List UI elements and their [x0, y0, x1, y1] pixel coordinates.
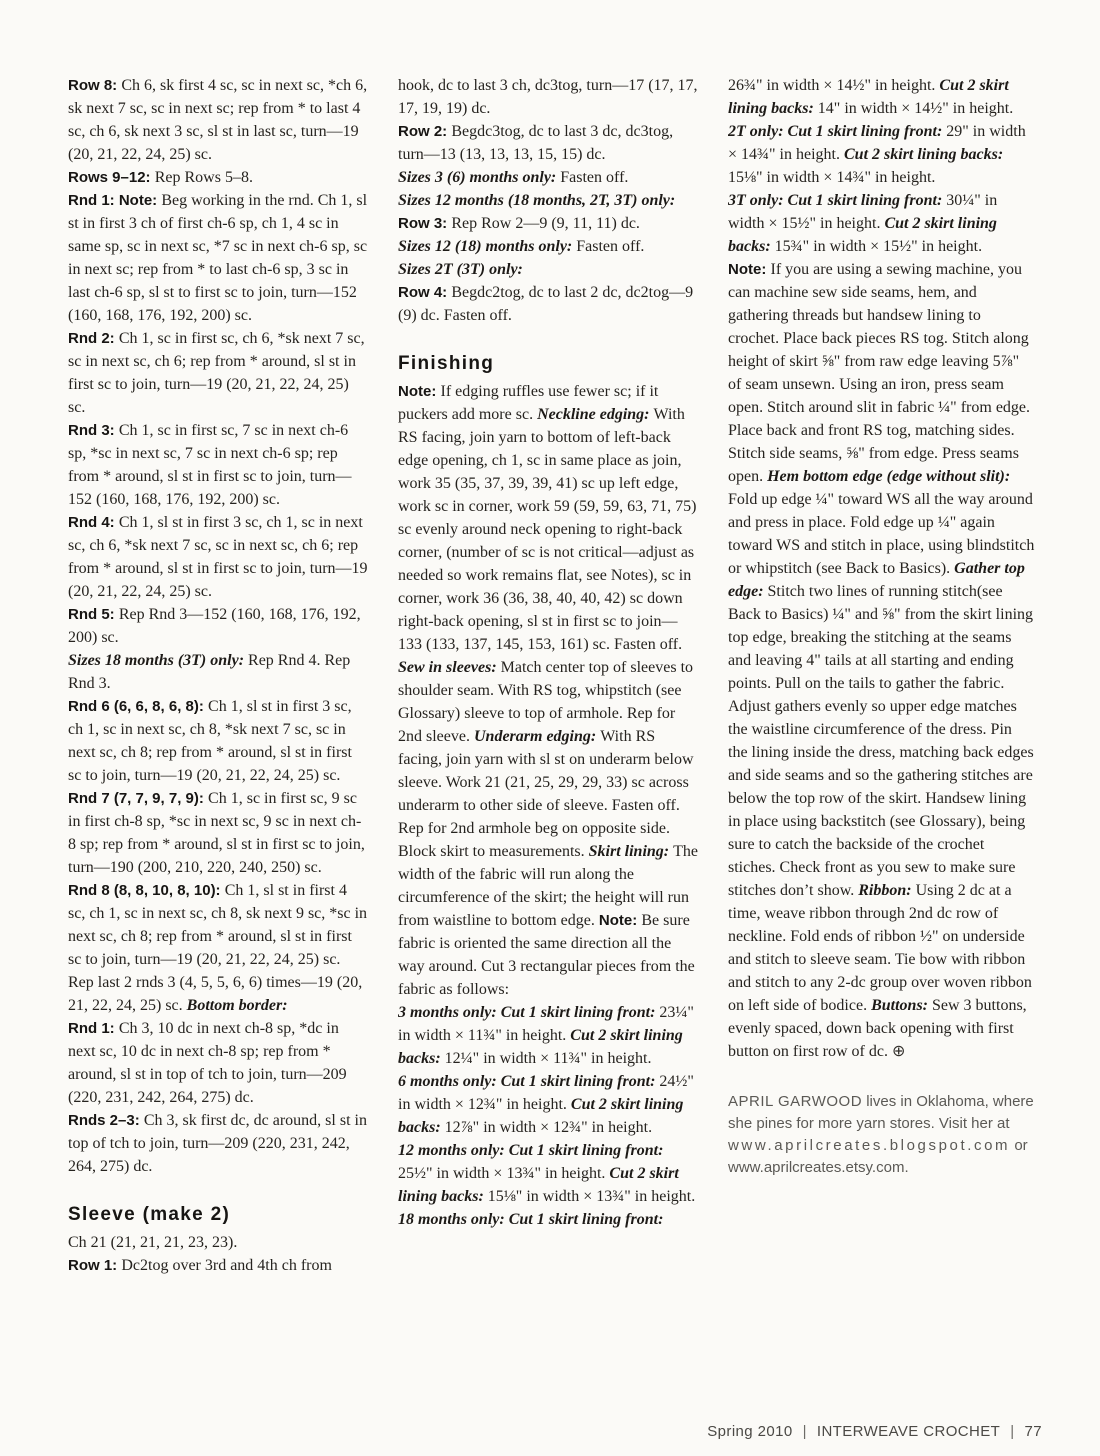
text-run: 15⅛" in width × 13¾" in height.: [487, 1188, 696, 1205]
text-run: Match center top of sleeves to shoulder seam. With RS tog, whipstitch (see Glossary) sleeve to top of armhole. Rep for 2nd sleeve.: [398, 659, 694, 745]
text-run: Rnd 3:: [68, 422, 119, 439]
text-run: www.aprilcreates.blogspot.com: [728, 1137, 1011, 1154]
text-run: Row 2:: [398, 123, 452, 140]
text-run: Rnd 1:: [68, 1020, 119, 1037]
text-run: Cut 2 skirt lining backs:: [728, 77, 1009, 117]
pattern-paragraph: [398, 235, 698, 258]
pattern-paragraph: [728, 74, 1035, 120]
pattern-paragraph: [68, 189, 368, 327]
text-run: Ch 6, sk first 4 sc, sc in next sc, *ch 6, sk next 7 sc, sc in next sc; rep from * to last 4 sc, ch 6, sk next 3 sc, sl st in last sc, turn—19 (20, 21, 22, 24, 25) sc.: [68, 77, 368, 163]
text-run: 18 months only: Cut 1 skirt lining front:: [398, 1211, 664, 1228]
text-run: Sew in sleeves:: [398, 659, 501, 676]
pattern-paragraph: [398, 1001, 698, 1070]
text-run: Using 2 dc at a time, weave ribbon through 2nd dc row of neckline. Fold ends of ribbon ½" on underside and stitch to sleeve seam. Tie bow with ribbon and stitch to any 2-dc group over woven ribbon on left side of bodice.: [728, 882, 1032, 1014]
pattern-paragraph: [68, 971, 368, 1017]
pattern-paragraph: [398, 1208, 698, 1231]
text-run: Underarm edging:: [473, 728, 601, 745]
text-run: ⊕: [891, 1043, 906, 1060]
text-run: Ribbon:: [858, 882, 916, 899]
text-run: Cut 2 skirt lining backs:: [844, 146, 1004, 163]
text-run: Gather top edge:: [728, 560, 1025, 600]
pattern-paragraph: [68, 1109, 368, 1178]
text-run: Ch 21 (21, 21, 21, 23, 23).: [68, 1234, 238, 1251]
column-right: [728, 74, 1035, 1277]
pattern-paragraph: [398, 258, 698, 281]
pattern-paragraph: [68, 603, 368, 649]
text-run: 6 months only: Cut 1 skirt lining front:: [398, 1073, 660, 1090]
text-run: Dc2tog over 3rd and 4th ch from: [121, 1257, 332, 1274]
text-run: Note:: [398, 383, 441, 400]
text-run: Ch 1, sl st in first 3 sc, ch 1, sc in next sc, ch 8, *sk next 7 sc, sc in next sc, ch 8; rep from * around, sl st in first sc to join, turn—19 (20, 21, 22, 24, 25) sc.: [68, 698, 352, 784]
pattern-paragraph: [68, 419, 368, 511]
text-run: or www.aprilcreates.etsy.com.: [728, 1137, 1028, 1176]
text-run: Begdc2tog, dc to last 2 dc, dc2tog—9 (9) dc. Fasten off.: [398, 284, 694, 324]
text-run: lives in Oklahoma, where she pines for more yarn stores. Visit her at: [728, 1093, 1034, 1132]
text-run: Note:: [728, 261, 771, 278]
text-run: Rnd 6 (6, 6, 8, 6, 8):: [68, 698, 209, 715]
footer-separator: |: [1010, 1423, 1015, 1440]
text-run: Buttons:: [871, 997, 932, 1014]
pattern-paragraph: [68, 327, 368, 419]
author-bio: [728, 1091, 1035, 1179]
text-run: 30¼" in width × 15½" in height.: [728, 192, 998, 232]
pattern-paragraph: [398, 74, 698, 120]
text-run: APRIL GARWOOD: [728, 1093, 863, 1110]
pattern-paragraph: [398, 380, 698, 1001]
text-run: 25½" in width × 13¾" in height.: [398, 1165, 610, 1182]
text-run: hook, dc to last 3 ch, dc3tog, turn—17 (17, 17, 17, 19, 19) dc.: [398, 77, 698, 117]
text-run: Ch 1, sl st in first 3 sc, ch 1, sc in next sc, ch 6, *sk next 7 sc, sc in next sc, ch 6; rep from * around, sl st in first sc to join, turn—19 (20, 21, 22, 24, 25) sc.: [68, 514, 368, 600]
footer-page-number: 77: [1024, 1423, 1042, 1440]
text-run: Stitch two lines of running stitch(see Back to Basics) ¼" and ⅝" from the skirt lining top edge, breaking the stitching at the seams and leaving 4" tails at all starting and ending points. Pull on the tails to gather the fabric. Adjust gathers evenly so upper edge matches the waistline circumference of the dress. Pin the lining inside the dress, matching back edges and side seams and so the gathering stitches are below the top row of the skirt. Handsew lining in place using backstitch (see Glossary), being sure to catch the backside of the crochet stiches. Check front as you sew to make sure stitches don’t show.: [728, 583, 1034, 899]
text-run: Rnd 2:: [68, 330, 119, 347]
text-run: Cut 2 skirt lining backs:: [398, 1165, 679, 1205]
text-run: Sizes 3 (6) months only:: [398, 169, 561, 186]
text-run: Note:: [598, 912, 642, 929]
footer-issue: Spring 2010: [707, 1423, 793, 1440]
text-run: Fasten off.: [560, 169, 629, 186]
text-run: Fasten off.: [576, 238, 645, 255]
text-run: 29" in width × 14¾" in height.: [728, 123, 1026, 163]
text-run: Rnd 1: Note:: [68, 192, 162, 209]
text-run: Sizes 12 (18) months only:: [398, 238, 577, 255]
text-run: The width of the fabric will run along the circumference of the skirt; the height will run from waistline to bottom edge.: [398, 843, 698, 929]
text-run: With RS facing, join yarn to bottom of left-back edge opening, ch 1, sc in same place as join, work 35 (35, 37, 39, 39, 41) sc up left edge, work sc in corner, work 59 (59, 59, 63, 71, 75) sc evenly around neck opening to right-back corner, (number of sc is not critical—adjust as needed so work remains flat, see Notes), sc in corner, work 36 (36, 38, 40, 40, 42) sc down right-back opening, sl st in first sc to join—133 (133, 137, 145, 153, 161) sc. Fasten off.: [398, 406, 697, 653]
text-run: Rep last 2 rnds 3 (4, 5, 5, 6, 6) times—19 (20, 21, 22, 24, 25) sc.: [68, 974, 363, 1014]
text-run: Row 1:: [68, 1257, 122, 1274]
pattern-paragraph: [68, 695, 368, 787]
text-run: Rep Rnd 4. Rep Rnd 3.: [68, 652, 351, 692]
pattern-paragraph: [398, 120, 698, 166]
text-run: Ch 3, sk first dc, dc around, sl st in top of tch to join, turn—209 (220, 231, 242, 264, 275) dc.: [68, 1112, 367, 1175]
text-columns: [68, 74, 1035, 1277]
text-run: 12¼" in width × 11¾" in height.: [444, 1050, 652, 1067]
text-run: Be sure fabric is oriented the same direction all the way around. Cut 3 rectangular pieces from the fabric as follows:: [398, 912, 695, 998]
text-run: 24½" in width × 12¾" in height.: [398, 1073, 694, 1113]
text-run: 23¼" in width × 11¾" in height.: [398, 1004, 694, 1044]
text-run: Rnd 7 (7, 7, 9, 7, 9):: [68, 790, 209, 807]
text-run: Rep Row 2—9 (9, 11, 11) dc.: [451, 215, 640, 232]
pattern-paragraph: [398, 166, 698, 189]
text-run: Row 3:: [398, 215, 452, 232]
text-run: 2T only: Cut 1 skirt lining front:: [728, 123, 947, 140]
pattern-paragraph: [398, 281, 698, 327]
text-run: Beg working in the rnd. Ch 1, sl st in first 3 ch of first ch-6 sp, ch 1, 4 sc in same sp, sc in next sc, *7 sc in next ch-6 sp, sc in next sc; rep from * to last ch-6 sp, 3 sc in last ch-6 sp, sl st to first sc to join, turn—152 (160, 168, 176, 192, 200) sc.: [68, 192, 368, 324]
text-run: Ch 1, sc in first sc, 7 sc in next ch-6 sp, *sc in next sc, 7 sc in next ch-6 sp; rep from * around, sl st in first sc to join, turn—152 (160, 168, 176, 192, 200) sc.: [68, 422, 352, 508]
text-run: Sizes 12 months (18 months, 2T, 3T) only:: [398, 192, 676, 209]
text-run: Sew 3 buttons, evenly spaced, down back opening with first button on first row of dc.: [728, 997, 1027, 1060]
text-run: Begdc3tog, dc to last 3 dc, dc3tog, turn—13 (13, 13, 13, 15, 15) dc.: [398, 123, 674, 163]
text-run: 14" in width × 14½" in height.: [817, 100, 1014, 117]
text-run: Ch 1, sc in first sc, ch 6, *sk next 7 sc, sc in next sc, ch 6; rep from * around, sl st in first sc to join, turn—19 (20, 21, 22, 24, 25) sc.: [68, 330, 365, 416]
text-run: Rows 9–12:: [68, 169, 155, 186]
pattern-paragraph: [68, 511, 368, 603]
pattern-paragraph: [68, 649, 368, 695]
pattern-paragraph: [68, 879, 368, 971]
text-run: With RS facing, join yarn with sl st on underarm below sleeve. Work 21 (21, 25, 29, 29, 33) sc across underarm to other side of sleeve. Fasten off. Rep for 2nd armhole beg on opposite side. Block skirt to measurements.: [398, 728, 694, 860]
text-run: Cut 2 skirt lining backs:: [728, 215, 997, 255]
column-left: [68, 74, 368, 1277]
text-run: Fold up edge ¼" toward WS all the way around and press in place. Fold edge up ¼" again toward WS and stitch in place, using blindstitch or whipstitch (see Back to Basics).: [728, 491, 1035, 577]
column-middle: [398, 74, 698, 1277]
text-run: Rnd 5:: [68, 606, 119, 623]
pattern-paragraph: [68, 1254, 368, 1277]
footer-separator: |: [802, 1423, 807, 1440]
pattern-paragraph: [398, 1070, 698, 1139]
text-run: Sizes 2T (3T) only:: [398, 261, 523, 278]
text-run: If you are using a sewing machine, you can machine sew side seams, hem, and gathering threads but handsew lining to crochet. Place back pieces RS tog. Stitch along height of skirt ⅝" from raw edge leaving 5⅞" of seam unsewn. Using an iron, press seam open. Stitch around slit in fabric ¼" from edge. Place back and front RS tog, matching sides. Stitch side seams, ⅝" from edge. Press seams open.: [728, 261, 1031, 485]
text-run: 3T only: Cut 1 skirt lining front:: [728, 192, 947, 209]
text-run: Hem bottom edge (edge without slit):: [767, 468, 1011, 485]
text-run: Ch 1, sl st in first 4 sc, ch 1, sc in next sc, ch 8, sk next 9 sc, *sc in next sc, ch 8; rep from * around, sl st in first sc to join, turn—19 (20, 21, 22, 24, 25) sc.: [68, 882, 368, 968]
pattern-paragraph: [68, 74, 368, 166]
text-run: If edging ruffles use fewer sc; if it puckers add more sc.: [398, 383, 659, 423]
pattern-paragraph: [398, 189, 698, 212]
text-run: 12⅞" in width × 12¾" in height.: [444, 1119, 653, 1136]
section-heading: Finishing: [398, 353, 495, 374]
text-run: Row 4:: [398, 284, 452, 301]
pattern-paragraph: [398, 212, 698, 235]
section-heading: Sleeve (make 2): [68, 1204, 231, 1225]
text-run: Rep Rows 5–8.: [154, 169, 253, 186]
pattern-paragraph: [728, 258, 1035, 1063]
text-run: Bottom border:: [186, 997, 288, 1014]
text-run: Rep Rnd 3—152 (160, 168, 176, 192, 200) sc.: [68, 606, 361, 646]
pattern-paragraph: [728, 189, 1035, 258]
text-run: 15¾" in width × 15½" in height.: [774, 238, 983, 255]
text-run: Rnd 8 (8, 8, 10, 8, 10):: [68, 882, 225, 899]
text-run: 3 months only: Cut 1 skirt lining front:: [398, 1004, 660, 1021]
text-run: 12 months only: Cut 1 skirt lining front:: [398, 1142, 664, 1159]
text-run: 26¾" in width × 14½" in height.: [728, 77, 940, 94]
page-footer: [707, 1423, 1042, 1440]
text-run: 15⅛" in width × 14¾" in height.: [728, 169, 936, 186]
text-run: Neckline edging:: [537, 406, 654, 423]
text-run: Ch 3, 10 dc in next ch-8 sp, *dc in next sc, 10 dc in next ch-8 sp; rep from * around, sl st in top of tch to join, turn—209 (220, 231, 242, 264, 275) dc.: [68, 1020, 347, 1106]
pattern-paragraph: [68, 166, 368, 189]
text-run: Cut 2 skirt lining backs:: [398, 1027, 683, 1067]
pattern-paragraph: [68, 1231, 368, 1254]
text-run: Sizes 18 months (3T) only:: [68, 652, 249, 669]
text-run: Row 8:: [68, 77, 122, 94]
pattern-paragraph: [68, 787, 368, 879]
text-run: Cut 2 skirt lining backs:: [398, 1096, 684, 1136]
pattern-paragraph: [68, 1017, 368, 1109]
pattern-paragraph: [398, 1139, 698, 1208]
text-run: Ch 1, sc in first sc, 9 sc in first ch-8 sp, *sc in next sc, 9 sc in next ch-8 sp; rep from * around, sl st in first sc to join, turn—190 (200, 210, 220, 240, 250) sc.: [68, 790, 365, 876]
text-run: Rnds 2–3:: [68, 1112, 144, 1129]
text-run: Skirt lining:: [588, 843, 674, 860]
pattern-paragraph: [728, 120, 1035, 189]
footer-publication: INTERWEAVE CROCHET: [816, 1423, 1001, 1440]
text-run: Rnd 4:: [68, 514, 119, 531]
